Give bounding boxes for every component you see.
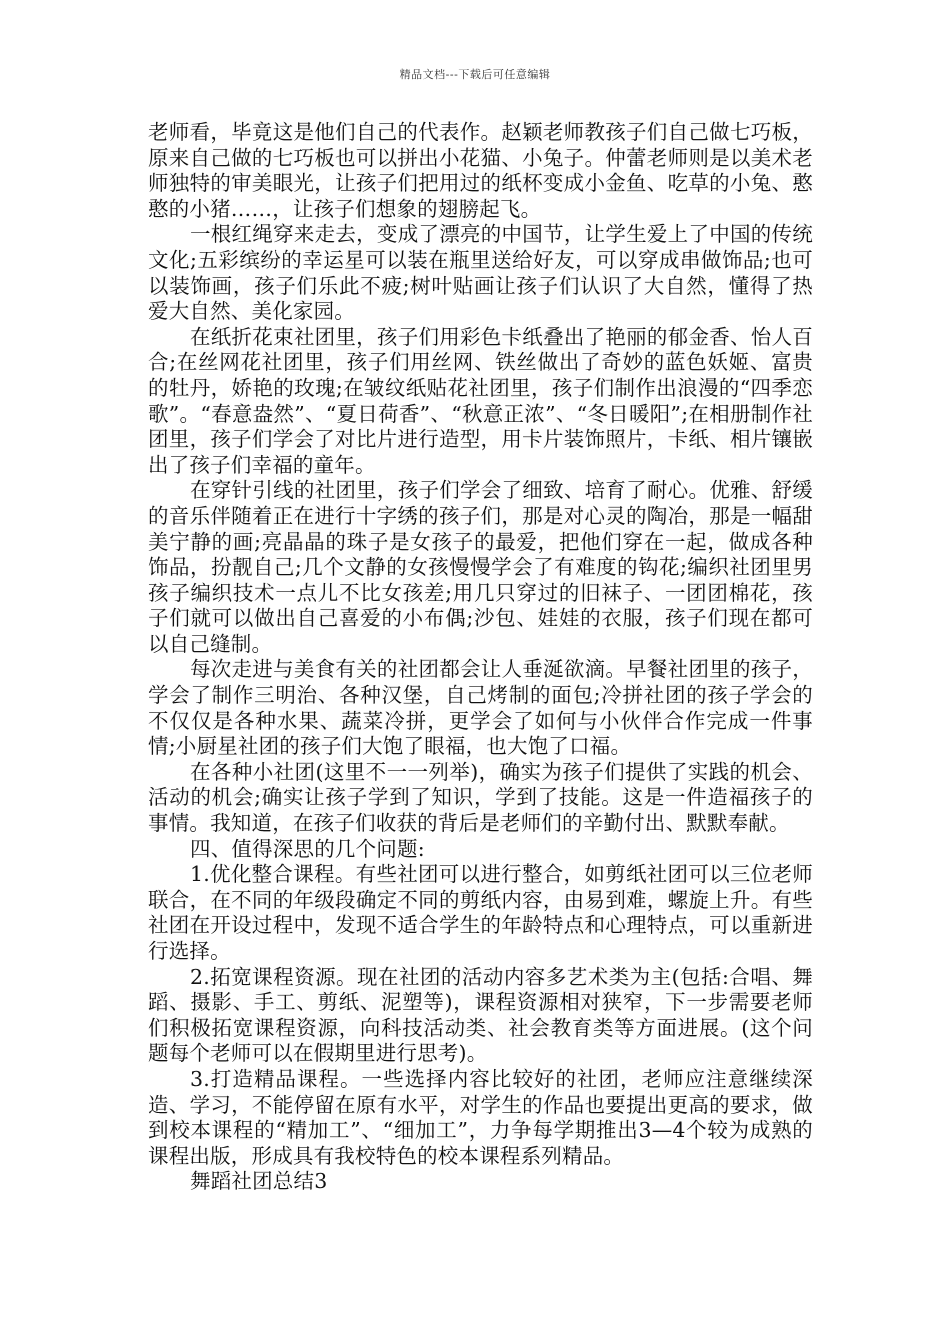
- paragraph-continuation: 老师看，毕竟这是他们自己的代表作。赵颖老师教孩子们自己做七巧板，原来自己做的七巧板也可以拼出小花猫、小兔子。仲蕾老师则是以美术老师独特的审美眼光，让孩子们把用过的纸杯变成小金鱼、吃草的小兔、憨憨的小猪……，让孩子们想象的翅膀起飞。: [148, 120, 813, 221]
- paragraph: 在各种小社团(这里不一一列举)，确实为孩子们提供了实践的机会、活动的机会;确实让孩子学到了知识，学到了技能。这是一件造福孩子的事情。我知道，在孩子们收获的背后是老师们的辛勤付出、默默奉献。: [148, 759, 813, 836]
- list-item: 1.优化整合课程。有些社团可以进行整合，如剪纸社团可以三位老师联合，在不同的年级段确定不同的剪纸内容，由易到难，螺旋上升。有些社团在开设过程中，发现不适合学生的年龄特点和心理特点，可以重新进行选择。: [148, 862, 813, 963]
- list-item: 3.打造精品课程。一些选择内容比较好的社团，老师应注意继续深造、学习，不能停留在原有水平，对学生的作品也要提出更高的要求，做到校本课程的“精加工”、“细加工”，力争每学期推出3—4个较为成熟的课程出版，形成具有我校特色的校本课程系列精品。: [148, 1066, 813, 1168]
- paragraph: 在纸折花束社团里，孩子们用彩色卡纸叠出了艳丽的郁金香、怡人百合;在丝网花社团里，孩子们用丝网、铁丝做出了奇妙的蓝色妖姬、富贵的牡丹，娇艳的玫瑰;在皱纹纸贴花社团里，孩子们制作出浪漫的“四季恋歌”。“春意盎然”、“夏日荷香”、“秋意正浓”、“冬日暖阳”;在相册制作社团里，孩子们学会了对比片进行造型，用卡片装饰照片，卡纸、相片镶嵌出了孩子们幸福的童年。: [148, 324, 813, 477]
- document-body: [148, 120, 813, 1195]
- document-title: 舞蹈社团总结3: [190, 1169, 328, 1194]
- list-item: 2.拓宽课程资源。现在社团的活动内容多艺术类为主(包括:合唱、舞蹈、摄影、手工、剪纸、泥塑等)，课程资源相对狭窄，下一步需要老师们积极拓宽课程资源，向科技活动类、社会教育类等方面进展。(这个问题每个老师可以在假期里进行思考)。: [148, 964, 813, 1066]
- paragraph: 在穿针引线的社团里，孩子们学会了细致、培育了耐心。优雅、舒缓的音乐伴随着正在进行十字绣的孩子们，那是对心灵的陶冶，那是一幅甜美宁静的画;亮晶晶的珠子是女孩子的最爱，把他们穿在一起，做成各种饰品，扮靓自己;几个文静的女孩慢慢学会了有难度的钩花;编织社团里男孩子编织技术一点儿不比女孩差;用几只穿过的旧袜子、一团团棉花，孩子们就可以做出自己喜爱的小布偶;沙包、娃娃的衣服，孩子们现在都可以自己缝制。: [148, 478, 813, 656]
- paragraph: 每次走进与美食有关的社团都会让人垂涎欲滴。早餐社团里的孩子，学会了制作三明治、各种汉堡，自己烤制的面包;冷拼社团的孩子学会的不仅仅是各种水果、蔬菜冷拼，更学会了如何与小伙伴合作完成一件事情;小厨星社团的孩子们大饱了眼福，也大饱了口福。: [148, 657, 813, 759]
- section-heading: 四、值得深思的几个问题:: [190, 836, 425, 861]
- paragraph: 一根红绳穿来走去，变成了漂亮的中国节，让学生爱上了中国的传统文化;五彩缤纷的幸运星可以装在瓶里送给好友，可以穿成串做饰品;也可以装饰画，孩子们乐此不疲;树叶贴画让孩子们认识了大自然，懂得了热爱大自然、美化家园。: [148, 222, 813, 324]
- page-header: 精品文档---下载后可任意编辑: [399, 68, 551, 81]
